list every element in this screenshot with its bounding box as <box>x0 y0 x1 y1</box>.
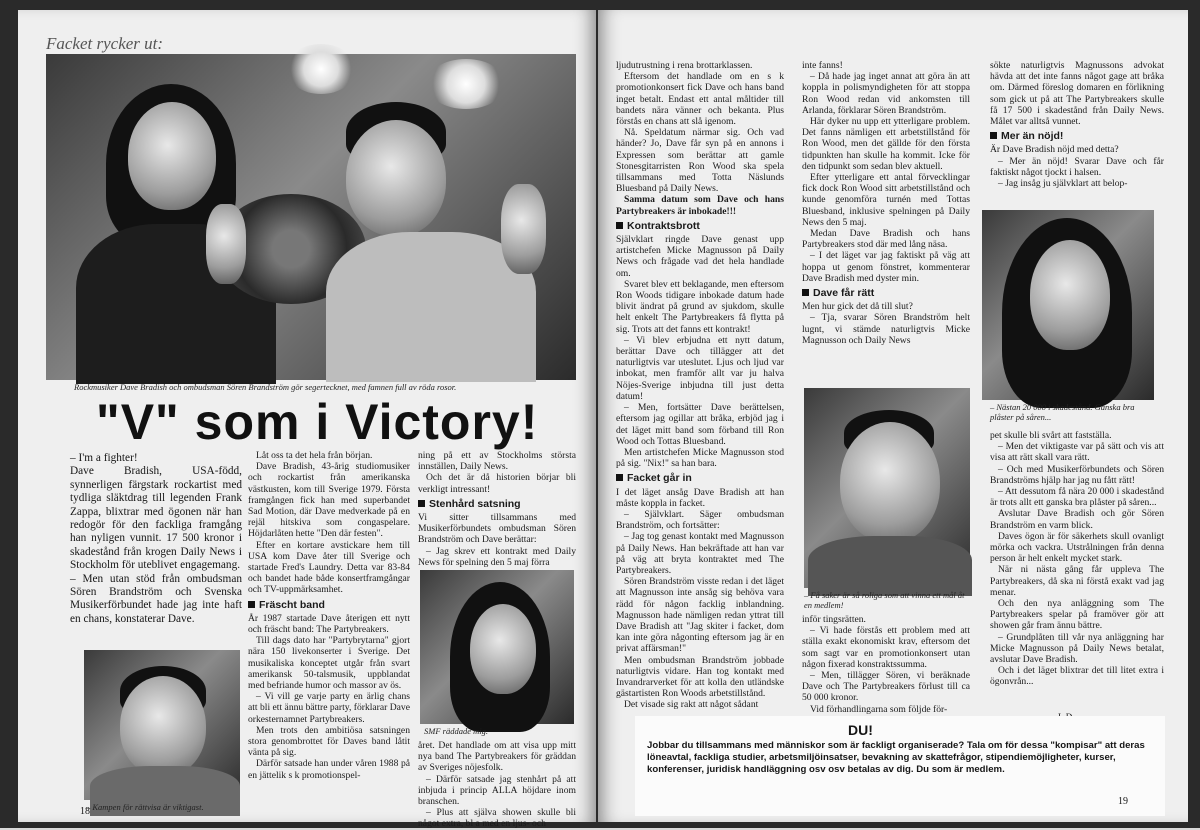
paragraph: – Och med Musikerförbundets och Sören Brandströms hjälp har jag nu fått rätt! <box>990 463 1164 486</box>
du-box <box>635 716 1165 816</box>
lead-paragraph: – I'm a fighter! <box>70 452 138 464</box>
paragraph: Men hur gick det då till slut? <box>802 301 913 313</box>
lead-paragraph: – Men utan stöd från ombudsman Sören Brandström och Svenska Musikerförbundet hade jag inte haft en chans, konstaterar Dave. <box>70 572 242 625</box>
paragraph: – Plus att själva showen skulle bli något extra, bl a med en ljus- och <box>418 807 576 830</box>
paragraph: Och i det läget blixtrar det till litet extra i ögonvrån... <box>990 665 1164 688</box>
paragraph: – I det läget var jag faktiskt på väg att hoppa ut genom fönstret, kommenterar Dave Bradish med dyster min. <box>802 250 970 284</box>
paragraph: Samma datum som Dave och hans Partybreakers är inbokade!!! <box>616 194 784 217</box>
subheading-facket-gar-in: Facket går in <box>616 473 784 484</box>
paragraph: När ni nästa gång får uppleva The Partybreakers, då ska ni förstå exakt vad jag menar. <box>990 564 1164 598</box>
right-column-1 <box>616 60 784 711</box>
photo-small-center-caption: SMF räddade mig. <box>424 726 488 736</box>
paragraph: – Självklart. Säger ombudsman Brandström, och fortsätter: <box>616 508 784 532</box>
paragraph: – Jag skrev ett kontrakt med Daily News för spelning den 5 maj förra <box>418 545 576 568</box>
paragraph: Sören Brandström visste redan i det läget att Magnusson inte ansåg sig behöva vara rädd för någon facklig inblandning. Magnusson hade nämligen redan yttrat till Dave Bradish att "Jag skiter i facket, dom kan inte göra någonting eftersom jag är en privat affärsman!" <box>616 576 784 655</box>
left-column-3b <box>418 740 576 830</box>
paragraph: pet skulle bli svårt att fastställa. <box>990 430 1112 441</box>
paragraph: Avslutar Dave Bradish och gör Sören Brandström en varm blick. <box>990 508 1164 531</box>
paragraph: Men ombudsman Brandström jobbade naturligtvis vidare. Han tog kontakt med Invandrarverket för att kolla den utländske gästartisten Ron Woods arbetstillstånd. <box>616 654 784 700</box>
paragraph: ning på ett av Stockholms största innställen, Daily News. <box>418 450 576 473</box>
paragraph: Men trots den ambitiösa satsningen stora genombrottet för Daves band låtit vänta på sig. <box>248 724 410 759</box>
paragraph: – Tja, svarar Sören Brandström helt lugnt, vi stämde naturligtvis Micke Magnusson och Daily News <box>802 312 970 346</box>
page-number-right: 19 <box>1118 796 1128 807</box>
paragraph: Daves ögon är för säkerhets skull ovanligt mörka och vackra. Utstrålningen från denna person är helt enkelt mycket stark. <box>990 530 1164 565</box>
photo-mid-caption: – Få saker är så roliga som att vinna ett mål åt en medlem! <box>804 590 965 610</box>
paragraph: Efter en kortare avstickare hem till USA kom Dave åter till Sverige och startade Fred's Laundry. Detta var 83-84 och bandet hade både konsertframgångar och TV-uppmärksamhet. <box>248 539 410 596</box>
paragraph: – Därför satsade jag stenhårt på att inbjuda i princip ALLA höjdare inom branschen. <box>418 773 576 808</box>
subheading-fraescht-band: Fräscht band <box>248 600 410 611</box>
subheading-stenhard-satsning: Stenhård satsning <box>418 499 576 510</box>
paragraph: – Mer än nöjd! Svarar Dave och får faktiskt något tjockt i halsen. <box>990 155 1164 178</box>
paragraph: Men artistchefen Micke Magnusson stod på sig. "Nix!" sa han bara. <box>616 446 784 470</box>
paragraph: – Vi hade förstås ett problem med att ställa exakt ekonomiskt krav, eftersom det som sagt var en promotionkonsert utan någon fixerad konstraktssumma. <box>802 625 970 670</box>
paragraph: – Jag tog genast kontakt med Magnusson på Daily News. Han bekräftade att han var på väg att bryta kontraktet med The Partybreakers. <box>616 531 784 576</box>
paragraph: Medan Dave Bradish och hans Partybreakers stod där med lång näsa. <box>802 228 970 251</box>
paragraph: året. Det handlade om att visa upp mitt nya band The Partybreakers för gräddan av Sveriges nöjesfolk. <box>418 740 576 774</box>
photo-right-caption: – Nästan 20 000 i skadestånd. Ganska bra plåster på såren... <box>990 402 1135 422</box>
right-page <box>598 10 1188 822</box>
paragraph: Därför satsade han under våren 1988 på en jättelik s k promotionspel- <box>248 758 410 781</box>
paragraph: – Men det viktigaste var på sätt och vis att visa att rätt skall vara rätt. <box>990 441 1164 464</box>
photo-small-left-caption: – Kampen för rättvisa är viktigast. <box>86 802 204 812</box>
paragraph: ljudutrustning i rena brottarklassen. <box>616 60 753 71</box>
paragraph: – Grundplåten till vår nya anläggning har Micke Magnusson på Daily News betalat, avslutar Dave Bradish. <box>990 631 1164 666</box>
du-box-text: Jobbar du tillsammans med människor som är fackligt organiserade? Tala om för dessa "kompisar" att deras löneavtal, fackliga studier, arbetsmiljöinsatser, bevakning av skattefrågor, stipendiemöjligheter, kurser, konferenser, juridisk handläggning osv osv betalas av dig. Du som är medlem. <box>647 740 1145 775</box>
kicker: Facket rycker ut: <box>46 34 164 53</box>
left-page <box>18 10 596 830</box>
paragraph: – Men, tillägger Sören, vi beräknade Dave och The Partybreakers förlust till ca 50 000 kronor. <box>802 670 970 704</box>
paragraph: År 1987 startade Dave återigen ett nytt och fräscht band: The Partybreakers. <box>248 612 410 636</box>
du-box-title: DU! <box>848 722 873 738</box>
paragraph: Vi sitter tillsammans med Musikerförbundets ombudsman Sören Brandström och Dave berättar: <box>418 512 576 546</box>
right-column-3 <box>990 60 1164 189</box>
subheading-dave-far-ratt: Dave får rätt <box>802 288 970 299</box>
left-column-2 <box>248 450 410 781</box>
paragraph: – Men, fortsätter Dave berättelsen, eftersom jag ogillar att bråka, erbjöd jag i det läget mitt band som förband till Ron Wood och Tottas Bluesband. <box>616 402 784 447</box>
main-photo-caption: Rockmusiker Dave Bradish och ombudsman Sören Brandström gör segertecknet, med famnen full av röda rosor. <box>74 382 457 392</box>
lead-paragraph: Dave Bradish, USA-född, synnerligen färgstark rockartist med tydliga släktdrag till legenden Frank Zappa, blixtrar med ögonen när han redogör för den fackliga framgång han nyligen vunnit. 17 500 kronor i skadestånd från krogen Daily News i Stockholm för uteblivet engagemang. <box>70 465 242 572</box>
photo-dave-right <box>982 210 1154 400</box>
left-column-3 <box>418 450 576 568</box>
paragraph: – Då hade jag inget annat att göra än att koppla in polismyndigheten för att stoppa Ron Wood redan vid ankomsten till Arlanda, förklarar Sören Brandström. <box>802 71 970 116</box>
paragraph: Nå. Speldatum närmar sig. Och vad händer? Jo, Dave får syn på en annons i Expressen som berättar att gamle Stonesgitarristen Ron Wood ska spela tillsammans med Totta Näslunds Bluesband på Daily News. <box>616 127 784 195</box>
subheading-kontraktsbrott: Kontraktsbrott <box>616 221 784 232</box>
paragraph: – Jag insåg ju självklart att belop- <box>998 178 1128 190</box>
paragraph: Och den nya anläggning som The Partybreakers spelar på framöver gör att showen går fram ännu bättre. <box>990 598 1164 632</box>
paragraph: Här dyker nu upp ett ytterligare problem. Det fanns nämligen ett arbetstillstånd för Ron Wood, men det gällde för den första tidpunkten han skulle ha kommit. Icke för den tidpunkt som sedan blev aktuell. <box>802 116 970 172</box>
paragraph: Till dags dato har "Partybrytarna" gjort nära 150 livekonserter i Sverige. Det musikaliska konceptet utgår från svart amerikansk 50-talsmusik, uppblandat med befriande humor och massor av ös. <box>248 635 410 692</box>
paragraph: – Vi blev erbjudna ett nytt datum, berättar Dave och tillägger att det naturligtvis var uteslutet. Ljus och ljud var inbokat, men framför allt var ju halva Nöjes-Sverige inbjudna till just detta datum! <box>616 334 784 402</box>
page-number-left: 18 <box>80 806 90 817</box>
lead-column <box>70 452 242 626</box>
paragraph: Svaret blev ett beklagande, men eftersom Ron Woods tidigare inbokade datum hade blivit ändrat på grund av sjukdom, skulle helt enkelt The Partybreakers få flytta på sig. Trots att det fanns ett kontrakt! <box>616 278 784 335</box>
paragraph: – Att dessutom få nära 20 000 i skadestånd är trots allt ett ganska bra plåster på såren... <box>990 486 1164 509</box>
photo-soren-small <box>84 650 240 800</box>
right-column-3b <box>990 430 1164 688</box>
paragraph: Dave Bradish, 43-årig studiomusiker och rockartist från amerikanska västkusten, kom till Sverige 1979. Första framgången fick han med superbandet Sad Motion, där Dave medverkade på en rejäl hitskiva som congaspelare. Höjdarlåten hette "Den där festen". <box>248 461 410 540</box>
subheading-mer-an-nojd: Mer än nöjd! <box>990 131 1164 142</box>
paragraph: Självklart ringde Dave genast upp artistchefen Micke Magnusson på Daily News och frågade vad det hela handlade om. <box>616 234 784 279</box>
paragraph: Låt oss ta det hela från början. <box>256 450 373 461</box>
paragraph: Vid förhandlingarna som följde för- <box>810 703 948 715</box>
paragraph: – Vi vill ge varje party en ärlig chans att bli ett ännu bättre party, förklarar Dave orkesternamnet Partybreakers. <box>248 691 410 725</box>
paragraph: Det visade sig rakt att något sådant <box>624 699 759 711</box>
right-column-2 <box>802 60 970 346</box>
paragraph: inte fanns! <box>802 60 843 71</box>
paragraph: Eftersom det handlade om en s k promotionkonsert fick Dave och hans band inget betalt. Endast ett antal måltider till bandets nära vänner och bekanta. Plus förstås en chans att slå igenom. <box>616 71 784 128</box>
headline: "V" som i Victory! <box>96 394 539 450</box>
paragraph: Är Dave Bradish nöjd med detta? <box>990 144 1119 156</box>
paragraph: Efter ytterligare ett antal förvecklingar fick dock Ron Wood sitt arbetstillstånd och kunde genomföra turnén med Tottas Bluesband, inklusive spelningen på Daily News den 5 maj. <box>802 172 970 228</box>
main-photo <box>46 54 576 380</box>
paragraph: inför tingsrätten. <box>802 614 866 625</box>
photo-soren-mid <box>804 388 970 588</box>
paragraph: sökte naturligtvis Magnussons advokat hävda att det inte fanns något gage att bråka om. Därmed föreslog domaren en förlikning som gick ut på att The Partybreakers skulle få 17 500 i skadestånd från Daily News. Målet var alltså vunnet. <box>990 60 1164 128</box>
photo-dave-small <box>420 570 574 724</box>
paragraph: I det läget ansåg Dave Bradish att han måste koppla in facket. <box>616 486 784 509</box>
right-column-2b <box>802 614 970 715</box>
paragraph: Och det är då historien börjar bli verkligt intressant! <box>418 472 576 495</box>
